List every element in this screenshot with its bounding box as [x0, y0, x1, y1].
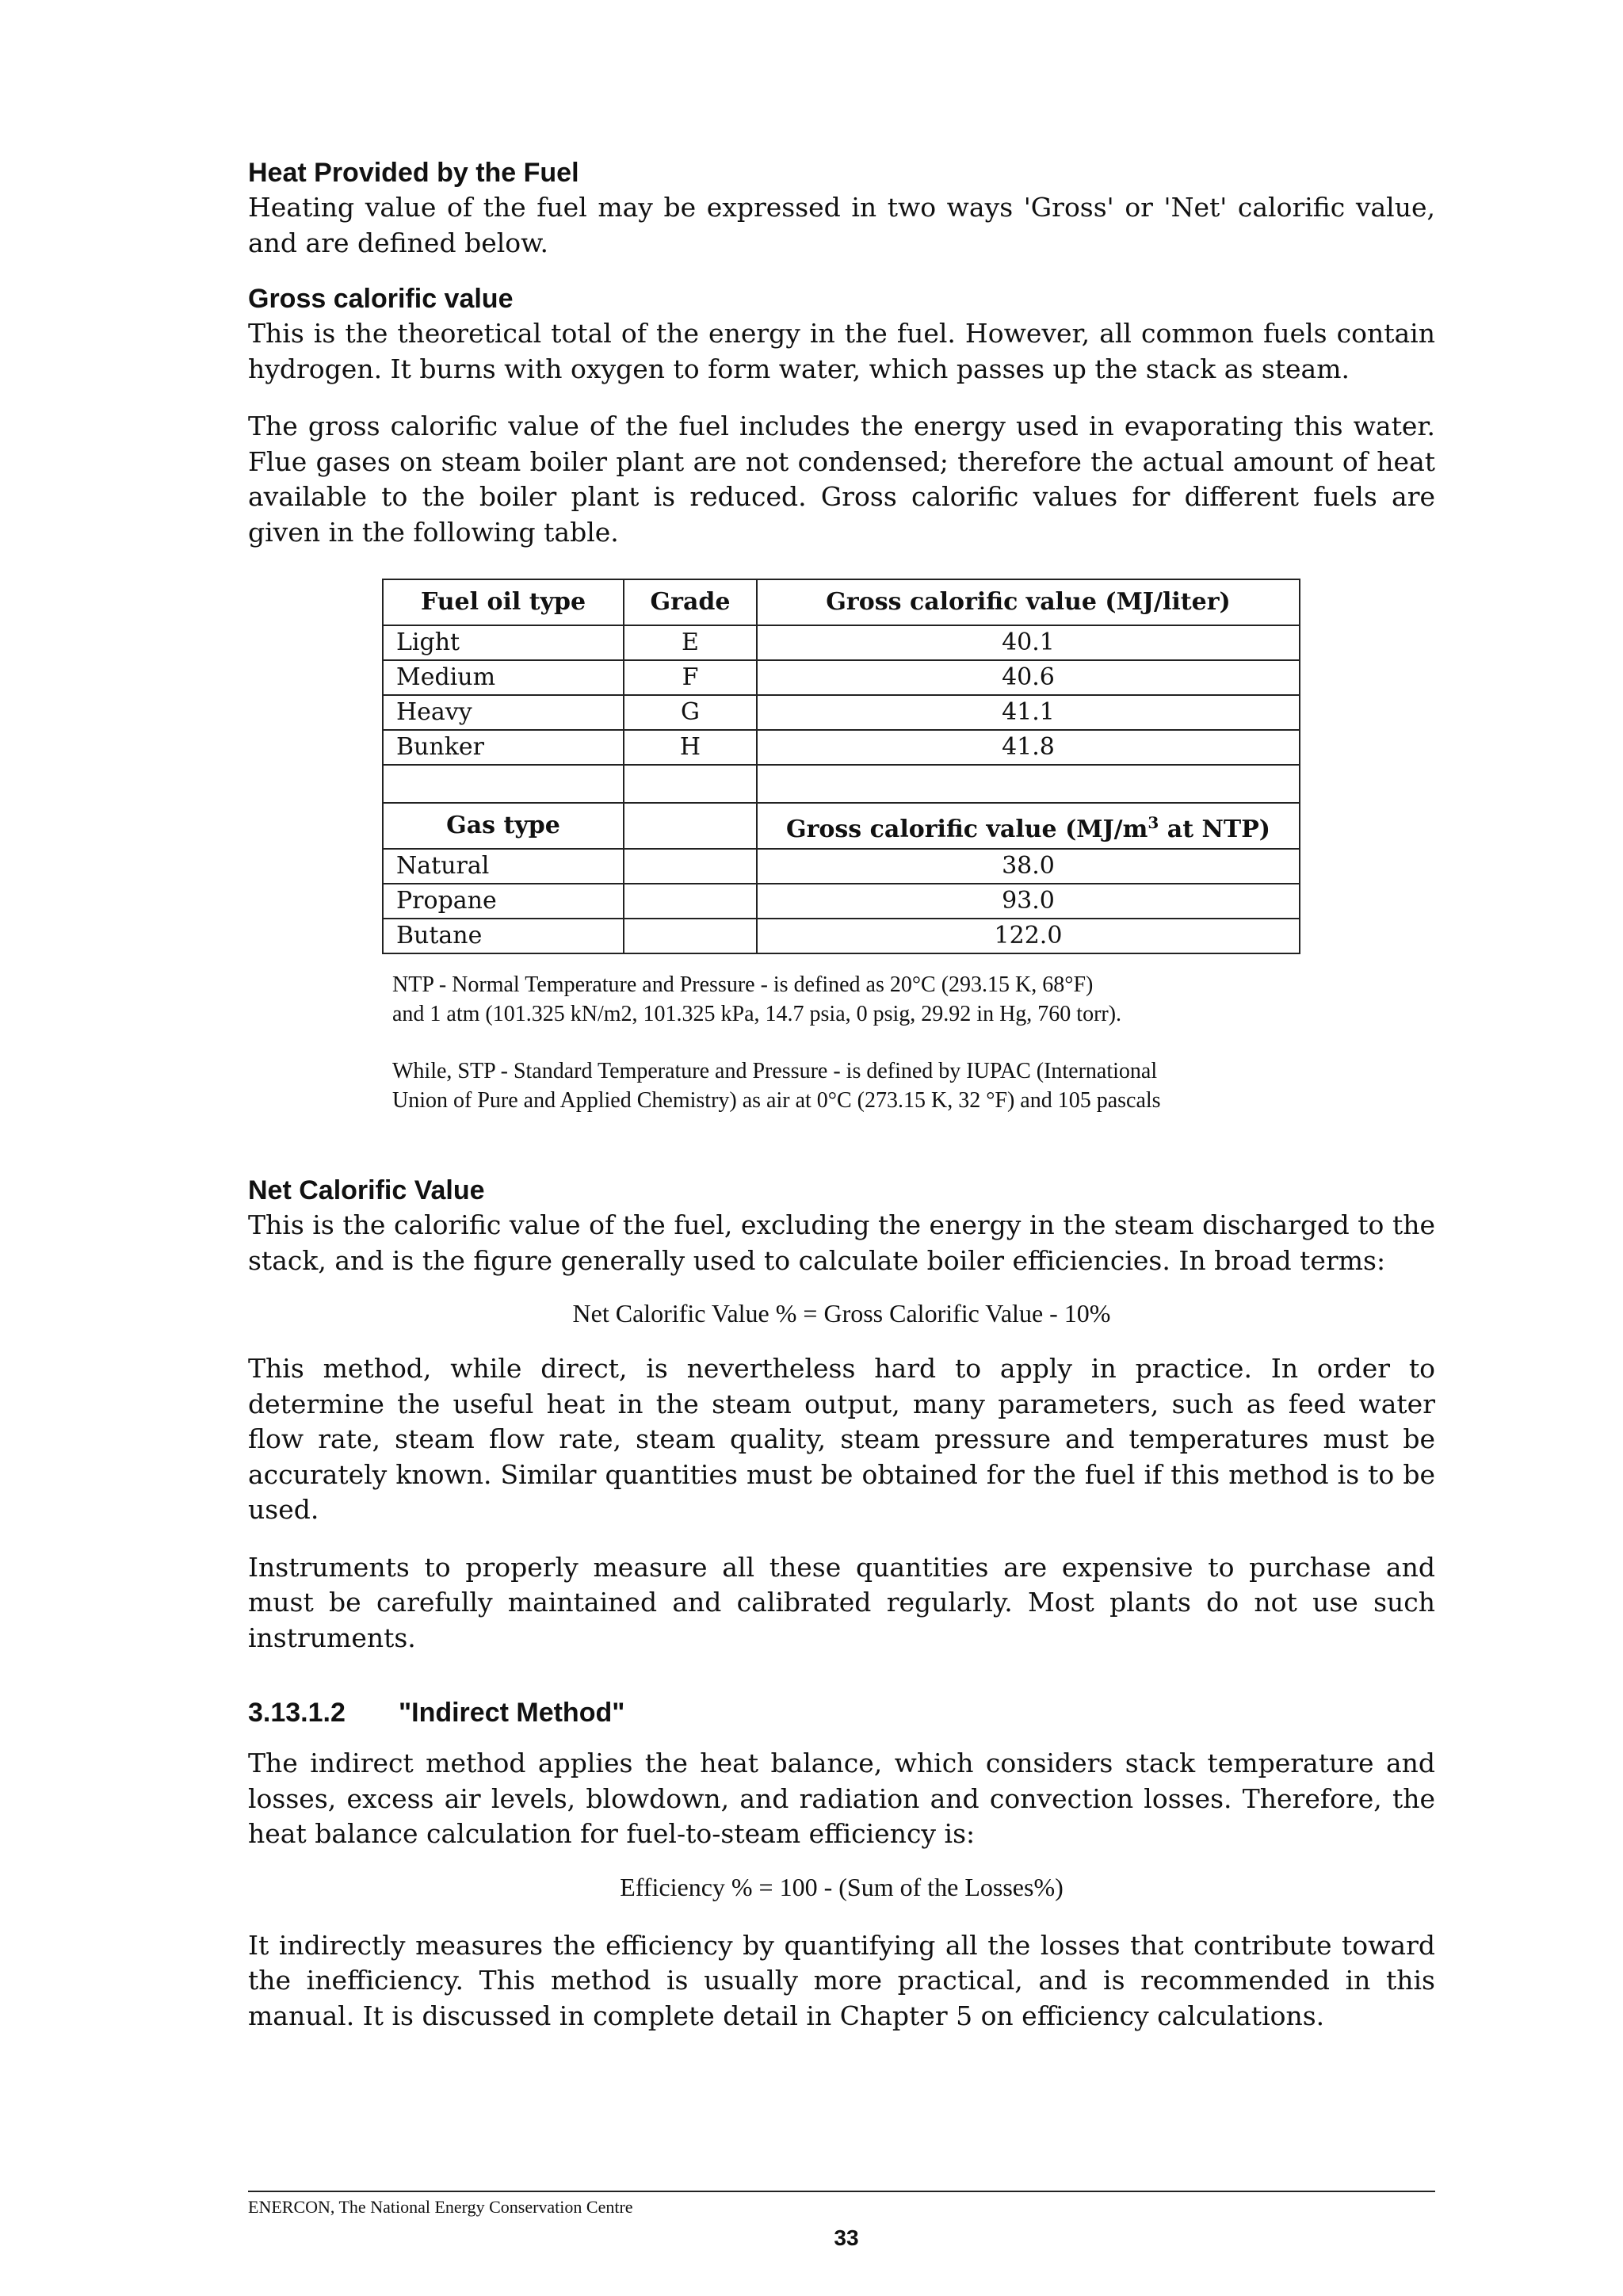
cell-empty	[624, 803, 757, 849]
cell-value: 41.8	[757, 730, 1300, 765]
cell-empty	[624, 919, 757, 953]
cell-grade: E	[624, 625, 757, 660]
cell-grade: H	[624, 730, 757, 765]
cell-empty	[624, 884, 757, 919]
cell-oil-type: Light	[383, 625, 624, 660]
table-row	[383, 884, 1300, 919]
indirect-para-1: The indirect method applies the heat balance, which considers stack temperature and losses, excess air levels, blowdown, and radiation and convection losses. Therefore, the heat balance calculation for fuel-to-steam efficiency is:	[248, 1748, 1435, 1849]
heading-gross-calorific: Gross calorific value	[248, 284, 514, 314]
cell-gas-type: Natural	[383, 849, 624, 884]
net-formula: Net Calorific Value % = Gross Calorific Value - 10%	[572, 1299, 1111, 1328]
page-footer	[248, 2191, 1435, 2218]
cell-empty	[757, 765, 1300, 803]
heat-fuel-text: Heating value of the fuel may be expressed in two ways 'Gross' or 'Net' calorific value, and are defined below.	[248, 192, 1435, 258]
cell-value: 38.0	[757, 849, 1300, 884]
section-number: 3.13.1.2	[248, 1698, 346, 1728]
cell-value: 93.0	[757, 884, 1300, 919]
gross-para-1: This is the theoretical total of the energy in the fuel. However, all common fuels contain hydrogen. It burns with oxygen to form water, which passes up the stack as steam.	[248, 318, 1435, 384]
cell-empty	[624, 765, 757, 803]
header-gas-value-text-post: at NTP)	[1159, 815, 1270, 843]
cell-value: 40.1	[757, 625, 1300, 660]
header-gas-value-text: Gross calorific value (MJ/m	[785, 815, 1148, 843]
calorific-table-wrap	[382, 579, 1299, 954]
heading-indirect-method	[248, 1695, 1435, 1730]
table-notes	[392, 970, 1343, 1115]
table-row	[383, 730, 1300, 765]
cell-value: 122.0	[757, 919, 1300, 953]
lower-content	[248, 1173, 1435, 2034]
gross-para-2: The gross calorific value of the fuel includes the energy used in evaporating this water. Flue gases on steam boiler plant are not condensed; therefore the actual amount of heat available to the boiler plant is reduced. Gross calorific values for different fuels are given in the following table.	[248, 411, 1435, 548]
page-number: 33	[834, 2225, 859, 2250]
cell-oil-type: Bunker	[383, 730, 624, 765]
cell-oil-type: Medium	[383, 660, 624, 695]
table-row	[383, 695, 1300, 730]
cell-value: 40.6	[757, 660, 1300, 695]
calorific-value-table	[382, 579, 1300, 954]
footer-org: ENERCON, The National Energy Conservation Centre	[248, 2197, 633, 2217]
net-para-1: This is the calorific value of the fuel, excluding the energy in the steam discharged to the stack, and is the figure generally used to calculate boiler efficiencies. In broad terms:	[248, 1209, 1435, 1276]
heading-heat-fuel: Heat Provided by the Fuel	[248, 158, 579, 188]
table-row	[383, 919, 1300, 953]
cell-empty	[624, 849, 757, 884]
cell-gas-type: Butane	[383, 919, 624, 953]
table-row	[383, 660, 1300, 695]
cell-oil-type: Heavy	[383, 695, 624, 730]
table-header-row	[383, 579, 1300, 625]
table-empty-row	[383, 765, 1300, 803]
cell-gas-type: Propane	[383, 884, 624, 919]
net-para-2: This method, while direct, is nevertheless hard to apply in practice. In order to determine the useful heat in the steam output, many parameters, such as feed water flow rate, steam flow rate, steam quality, steam pressure and temperatures must be accurately known. Similar quantities must be obtained for the fuel if this method is to be used.	[248, 1353, 1435, 1525]
cell-value: 41.1	[757, 695, 1300, 730]
cell-grade: G	[624, 695, 757, 730]
net-para-3: Instruments to properly measure all these quantities are expensive to purchase and must be carefully maintained and calibrated regularly. Most plants do not use such instruments.	[248, 1551, 1435, 1653]
header-gas-type: Gas type	[383, 803, 624, 849]
table-row	[383, 625, 1300, 660]
cell-empty	[383, 765, 624, 803]
section-title: "Indirect Method"	[399, 1698, 625, 1728]
header-gross-value-ntp	[757, 803, 1300, 849]
header-gross-value-liter: Gross calorific value (MJ/liter)	[757, 579, 1300, 625]
ntp-note-line-2: and 1 atm (101.325 kN/m2, 101.325 kPa, 14.7 psia, 0 psig, 29.92 in Hg, 760 torr).	[392, 1002, 1122, 1026]
table-row	[383, 849, 1300, 884]
ntp-note-line-1: NTP - Normal Temperature and Pressure - is defined as 20°C (293.15 K, 68°F)	[392, 972, 1094, 997]
table-gas-header-row	[383, 803, 1300, 849]
heading-net-calorific: Net Calorific Value	[248, 1175, 485, 1205]
upper-content	[248, 155, 1435, 550]
header-grade: Grade	[624, 579, 757, 625]
efficiency-formula: Efficiency % = 100 - (Sum of the Losses%)	[620, 1872, 1064, 1901]
header-gas-value-sup: 3	[1148, 812, 1159, 832]
header-fuel-oil-type: Fuel oil type	[383, 579, 624, 625]
stp-note-line-2: Union of Pure and Applied Chemistry) as air at 0°C (273.15 K, 32 °F) and 105 pascals	[392, 1088, 1161, 1113]
indirect-para-2: It indirectly measures the efficiency by quantifying all the losses that contribute toward the inefficiency. This method is usually more practical, and is recommended in this manual. It is discussed in complete detail in Chapter 5 on efficiency calculations.	[248, 1929, 1435, 2031]
cell-grade: F	[624, 660, 757, 695]
stp-note-line-1: While, STP - Standard Temperature and Pressure - is defined by IUPAC (International	[392, 1059, 1158, 1083]
